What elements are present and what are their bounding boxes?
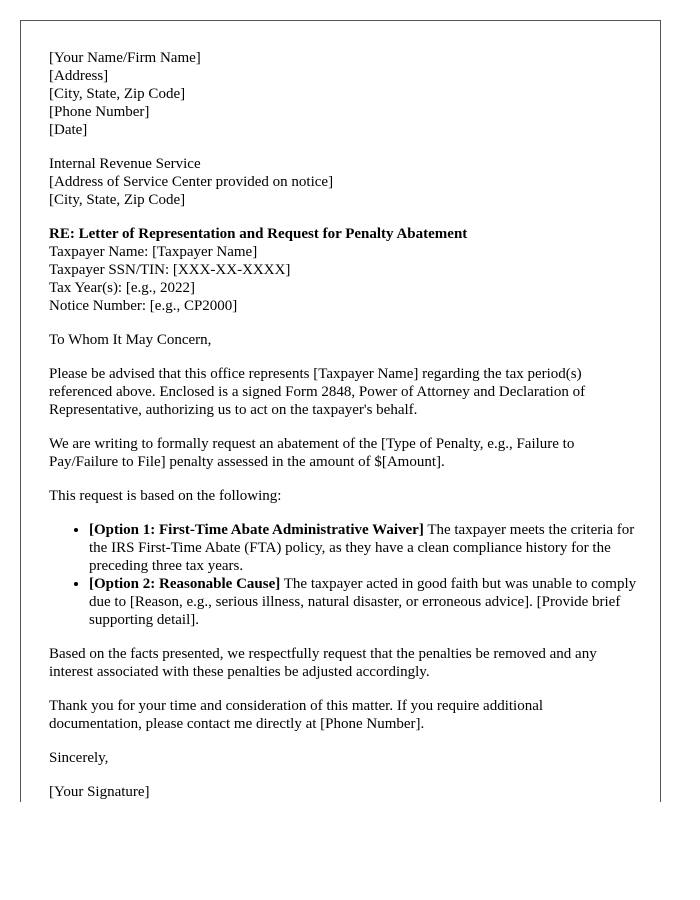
sender-city-state-zip: [City, State, Zip Code] — [49, 86, 186, 102]
salutation: To Whom It May Concern, — [49, 332, 212, 348]
letter-date: [Date] — [49, 122, 88, 138]
recipient-block — [49, 155, 639, 209]
option-2-title: [Option 2: Reasonable Cause] — [89, 576, 281, 592]
list-item-option-1 — [89, 521, 639, 575]
recipient-city-state-zip: [City, State, Zip Code] — [49, 192, 186, 208]
tax-years: Tax Year(s): [e.g., 2022] — [49, 280, 196, 296]
representation-paragraph: Please be advised that this office represents [Taxpayer Name] regarding the tax period(s) referenced above. Enclosed is a signed Form 2848, Power of Attorney and Declaration of Representative, authorizing us to act on the taxpayer's behalf. — [49, 366, 586, 418]
options-list — [49, 521, 639, 629]
sender-address: [Address] — [49, 68, 109, 84]
thanks-paragraph: Thank you for your time and consideration of this matter. If you require additional documentation, please contact me directly at [Phone Number]. — [49, 698, 544, 732]
sender-name: [Your Name/Firm Name] — [49, 50, 201, 66]
option-1-text: The taxpayer meets the criteria for the IRS First-Time Abate (FTA) policy, as they have a clean compliance history for the preceding three tax years. — [89, 522, 635, 574]
taxpayer-name: Taxpayer Name: [Taxpayer Name] — [49, 244, 258, 260]
subject-line: RE: Letter of Representation and Request for Penalty Abatement — [49, 226, 468, 242]
option-1-title: [Option 1: First-Time Abate Administrative Waiver] — [89, 522, 424, 538]
letter-page — [20, 20, 661, 802]
sender-block — [49, 49, 639, 139]
recipient-address: [Address of Service Center provided on notice] — [49, 174, 334, 190]
sender-phone: [Phone Number] — [49, 104, 150, 120]
request-paragraph: We are writing to formally request an abatement of the [Type of Penalty, e.g., Failure to Pay/Failure to File] penalty assessed in the amount of $[Amount]. — [49, 436, 575, 470]
reference-block — [49, 225, 639, 315]
conclusion-paragraph: Based on the facts presented, we respectfully request that the penalties be removed and any interest associated with these penalties be adjusted accordingly. — [49, 646, 597, 680]
notice-number: Notice Number: [e.g., CP2000] — [49, 298, 238, 314]
closing: Sincerely, — [49, 750, 109, 766]
taxpayer-ssn: Taxpayer SSN/TIN: [XXX-XX-XXXX] — [49, 262, 291, 278]
option-2-text: The taxpayer acted in good faith but was unable to comply due to [Reason, e.g., serious illness, natural disaster, or erroneous advice]. [Provide brief supporting detail]. — [89, 576, 637, 628]
basis-intro: This request is based on the following: — [49, 488, 282, 504]
list-item-option-2 — [89, 575, 639, 629]
signature-placeholder: [Your Signature] — [49, 784, 150, 800]
letter-content — [49, 49, 639, 802]
recipient-name: Internal Revenue Service — [49, 156, 201, 172]
